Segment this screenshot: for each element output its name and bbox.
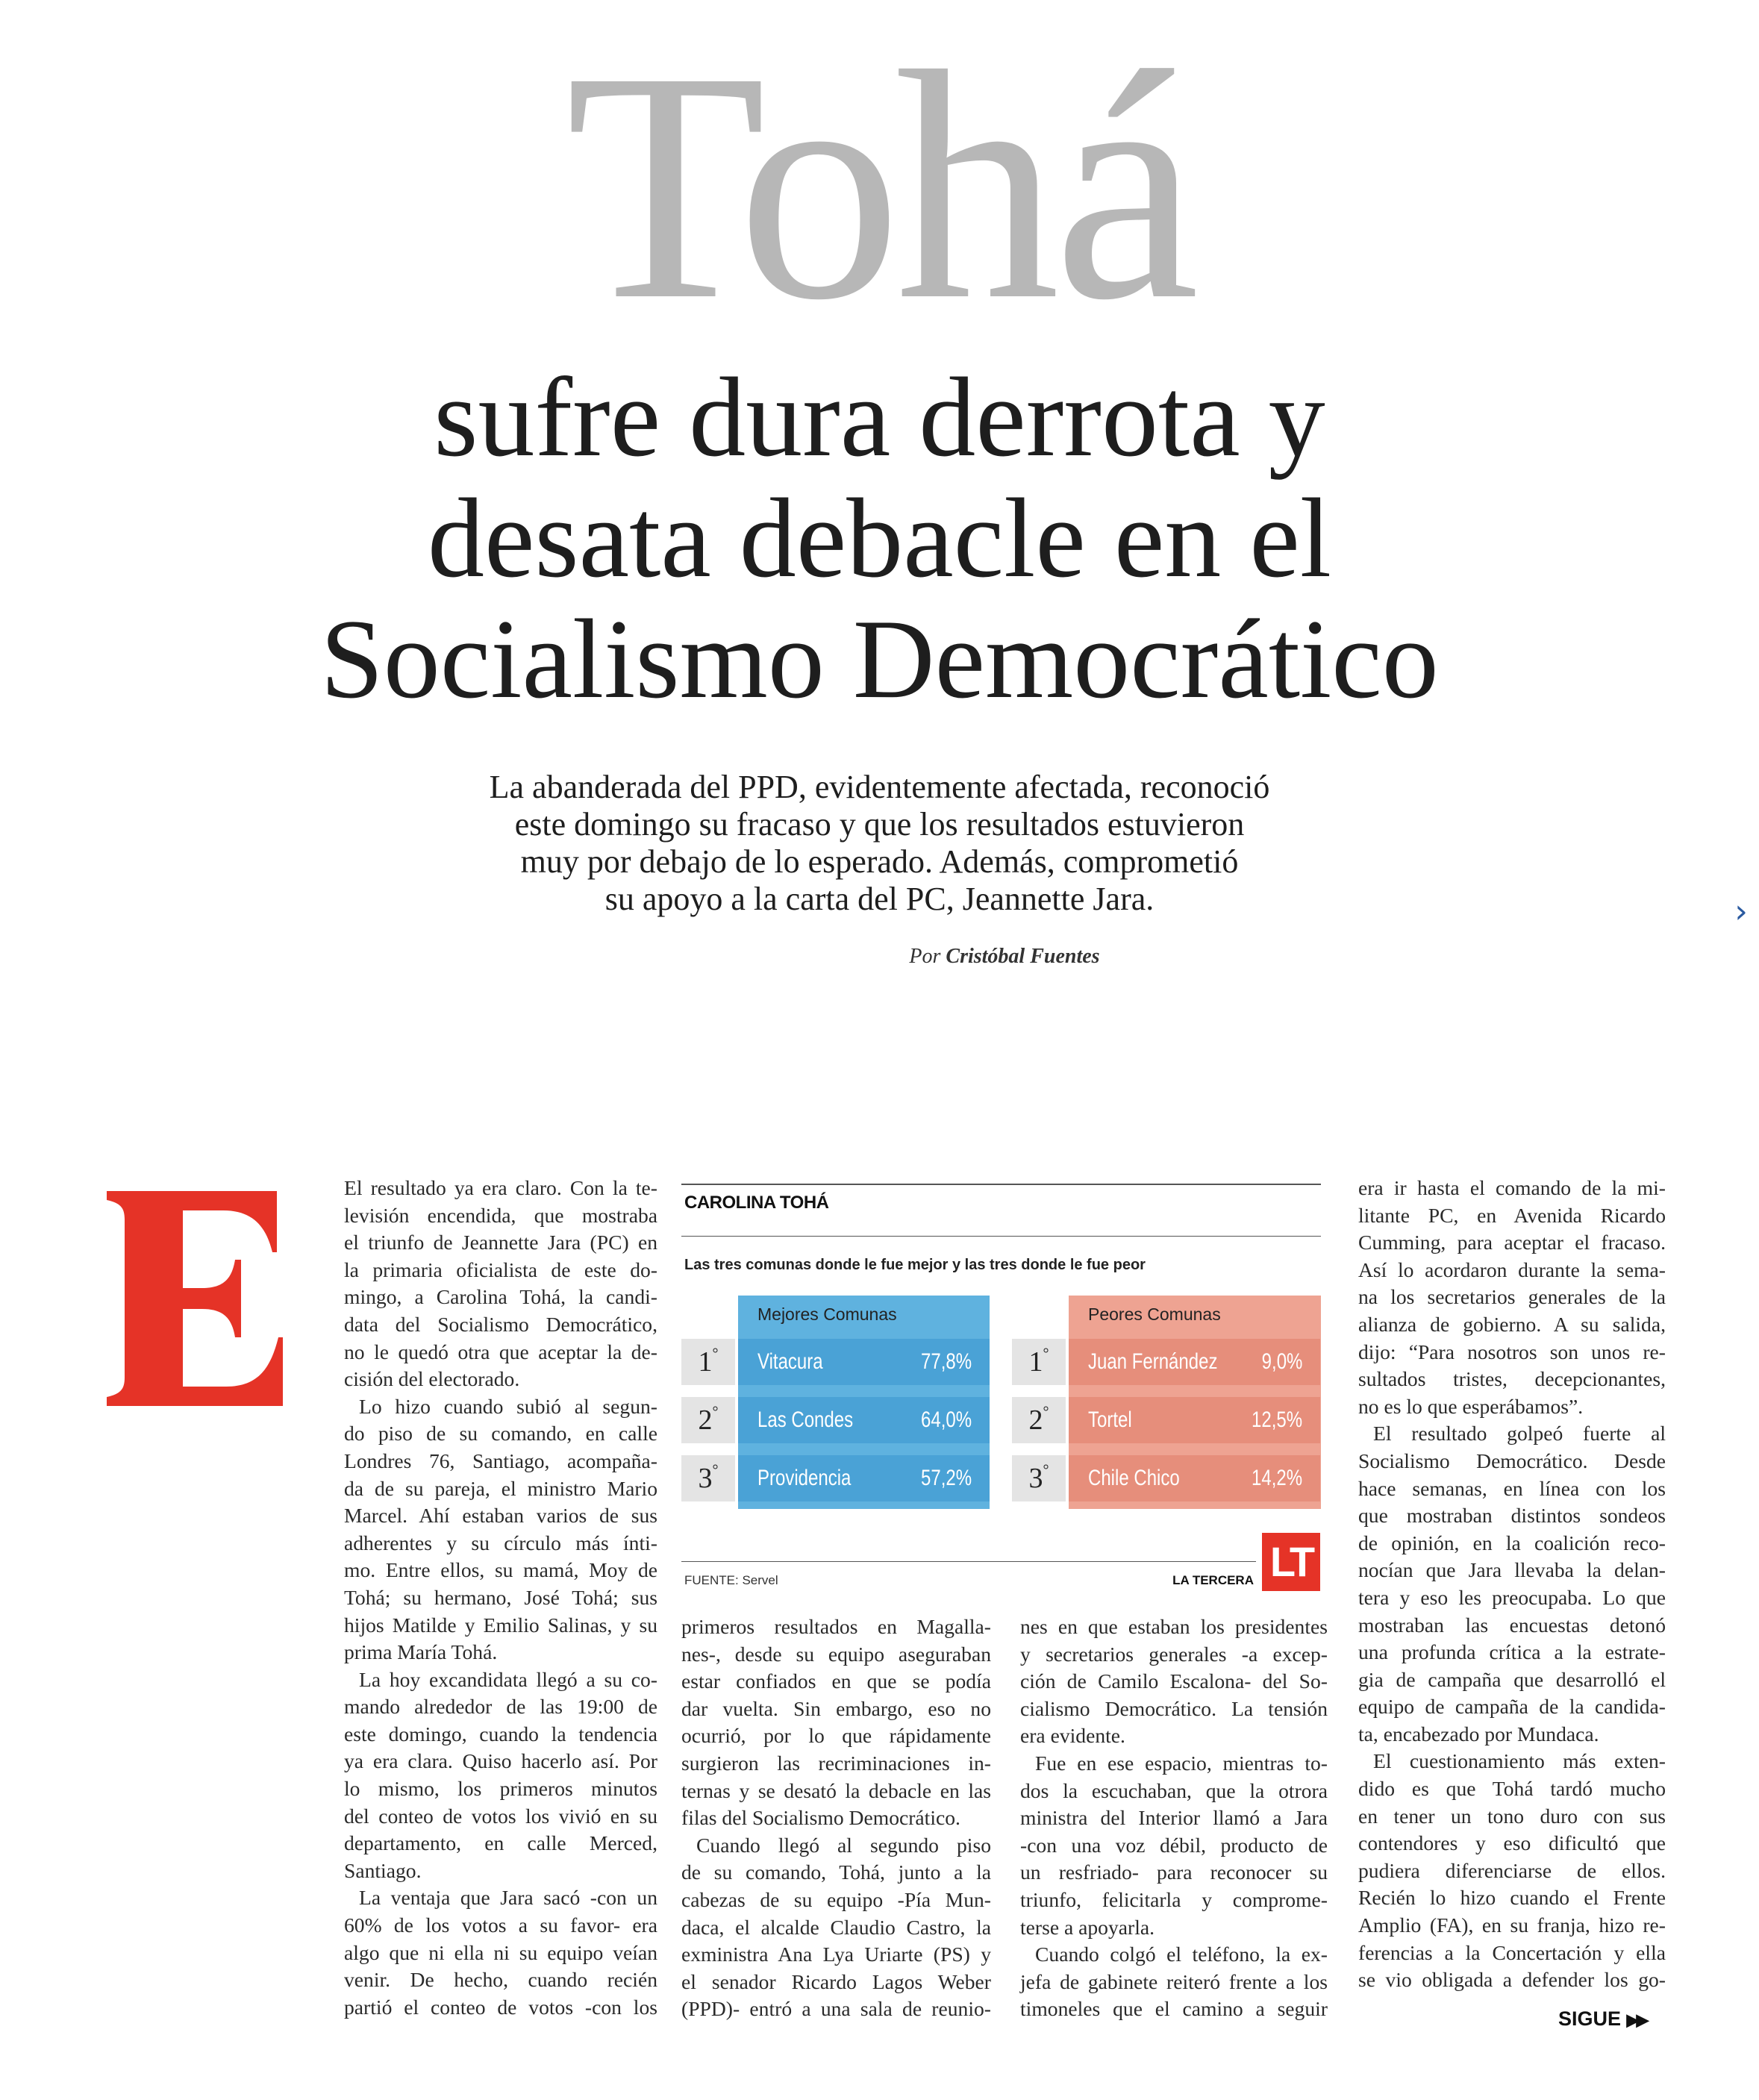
article-line: no es lo que esperábamos”. bbox=[1358, 1394, 1584, 1418]
article-line: departamento, en calle Merced, bbox=[344, 1831, 657, 1855]
byline-prefix: Por bbox=[909, 945, 941, 968]
commune-value: 77,8% bbox=[920, 1349, 972, 1374]
article-line: triunfo, felicitarla y comprome- bbox=[1020, 1887, 1328, 1911]
article-line: ocurrió, por lo que rápidamente bbox=[681, 1724, 991, 1748]
commune-value: 12,5% bbox=[1251, 1407, 1302, 1432]
commune-value: 14,2% bbox=[1251, 1466, 1302, 1490]
article-line: algo que ni ella ni su equipo veían bbox=[344, 1940, 657, 1964]
article-line: filas del Socialismo Democrático. bbox=[681, 1806, 960, 1830]
headline-subtitle bbox=[0, 354, 1759, 722]
commune-name: Vitacura bbox=[757, 1349, 823, 1374]
byline bbox=[0, 945, 1759, 969]
article-line: do piso de su comando, en calle bbox=[344, 1422, 657, 1446]
article-line: Fue en ese espacio, mientras to- bbox=[1035, 1751, 1328, 1775]
article-line: (PPD)- entró a una sala de reunio- bbox=[681, 1997, 991, 2021]
article-line: una profunda crítica a la estrate- bbox=[1358, 1640, 1666, 1664]
best-bar bbox=[738, 1339, 990, 1385]
article-line: tera y eso les preocupaba. Lo que bbox=[1358, 1585, 1666, 1609]
article-line: la primaria oficialista de este do- bbox=[344, 1257, 657, 1281]
article-line: jefa de gabinete reiteró frente a los bbox=[1020, 1969, 1328, 1993]
rank-badge: 1° bbox=[681, 1339, 735, 1385]
deck-line: La abanderada del PPD, evidentemente afectada, reconoció bbox=[489, 769, 1270, 805]
commune-name: Providencia bbox=[757, 1466, 852, 1490]
headline-line: Socialismo Democrático bbox=[320, 596, 1439, 722]
article-line: lo mismo, los primeros minutos bbox=[344, 1777, 657, 1801]
article-line: estar confiados en que se podía bbox=[681, 1669, 991, 1693]
article-line: de opinión, en la coalición reco- bbox=[1358, 1531, 1666, 1554]
article-line: ción de Camilo Escalona- del So- bbox=[1020, 1669, 1328, 1693]
rank-badge: 2° bbox=[1012, 1397, 1066, 1443]
article-line: Así lo acordaron durante la sema- bbox=[1358, 1257, 1666, 1281]
continue-label: SIGUE bbox=[1558, 2007, 1622, 2030]
article-line: Socialismo Democrático. Desde bbox=[1358, 1449, 1666, 1472]
article-line: surgieron las recriminaciones in- bbox=[681, 1751, 991, 1775]
headline-main: Tohá bbox=[565, 4, 1194, 368]
la-tercera-logo: LT bbox=[1262, 1533, 1320, 1591]
article-line: mingo, a Carolina Tohá, la candi- bbox=[344, 1285, 657, 1309]
article-line: mo. Entre ellos, su mamá, Moy de bbox=[344, 1558, 657, 1582]
article-line: data del Socialismo Democrático, bbox=[344, 1312, 657, 1336]
rank-badge: 2° bbox=[681, 1397, 735, 1443]
article-line: Lo hizo cuando subió al segun- bbox=[359, 1394, 657, 1418]
article-line: Santiago. bbox=[344, 1858, 422, 1882]
sidebar-bottom-rule bbox=[681, 1561, 1256, 1562]
article-line: ta, encabezado por Mundaca. bbox=[1358, 1722, 1599, 1746]
article-line: 60% de los votos a su favor- era bbox=[344, 1913, 657, 1937]
article-line: terse a apoyarla. bbox=[1020, 1915, 1155, 1939]
best-row bbox=[681, 1397, 990, 1443]
article-line: pudiera diferenciarse de ellos. bbox=[1358, 1858, 1666, 1882]
rank-badge: 1° bbox=[1012, 1339, 1066, 1385]
worst-row bbox=[1012, 1397, 1321, 1443]
worst-bar bbox=[1069, 1397, 1320, 1443]
article-line: El resultado golpeó fuerte al bbox=[1373, 1422, 1666, 1446]
article-line: adherentes y su círculo más ínti- bbox=[344, 1531, 657, 1554]
article-line: prima María Tohá. bbox=[344, 1640, 498, 1664]
best-bar bbox=[738, 1455, 990, 1501]
commune-value: 57,2% bbox=[920, 1466, 972, 1490]
article-line: primeros resultados en Magalla- bbox=[681, 1615, 991, 1638]
worst-row bbox=[1012, 1455, 1321, 1501]
article-line: ya era clara. Quiso hacerlo así. Por bbox=[344, 1749, 657, 1773]
commune-name: Tortel bbox=[1088, 1407, 1132, 1432]
sidebar-brand: LA TERCERA bbox=[1172, 1573, 1254, 1587]
best-bar bbox=[738, 1397, 990, 1443]
article-line: Amplio (FA), en su franja, hizo re- bbox=[1358, 1913, 1666, 1937]
commune-name: Las Condes bbox=[757, 1407, 854, 1432]
sidebar-top-rule bbox=[681, 1184, 1321, 1185]
article-line: Cumming, para aceptar el fracaso. bbox=[1358, 1231, 1666, 1254]
best-row bbox=[681, 1455, 990, 1501]
article-line: de su comando, Tohá, junto a la bbox=[681, 1860, 991, 1884]
commune-value: 9,0% bbox=[1261, 1349, 1302, 1374]
article-line: cialismo Democrático. La tensión bbox=[1020, 1696, 1328, 1720]
article-column-4 bbox=[1358, 1175, 1666, 1994]
article-line: este domingo, cuando la tendencia bbox=[344, 1722, 657, 1746]
article-line: el triunfo de Jeannette Jara (PC) en bbox=[344, 1231, 657, 1254]
article-line: El cuestionamiento más exten- bbox=[1373, 1749, 1666, 1773]
article-line: hace semanas, en línea con los bbox=[1358, 1476, 1666, 1500]
article-line: en tener un tono duro con sus bbox=[1358, 1804, 1666, 1828]
article-line: del conteo de votos los vivió en su bbox=[344, 1804, 657, 1828]
article-line: venir. De hecho, cuando recién bbox=[344, 1968, 657, 1992]
deck bbox=[0, 769, 1759, 918]
article-column-3 bbox=[1020, 1613, 1328, 2023]
article-line: el senador Ricardo Lagos Weber bbox=[681, 1969, 991, 1993]
article-line: ferencias a la Concertación y ella bbox=[1358, 1940, 1666, 1964]
article-line: La ventaja que Jara sacó -con un bbox=[359, 1886, 657, 1910]
article-line: timoneles que el camino a seguir bbox=[1020, 1997, 1328, 2021]
headline-line: desata debacle en el bbox=[427, 475, 1332, 601]
commune-name: Chile Chico bbox=[1088, 1466, 1180, 1490]
article-line: Cuando llegó al segundo piso bbox=[696, 1833, 991, 1857]
article-line: un resfriado- para reconocer su bbox=[1020, 1860, 1328, 1884]
byline-author: Cristóbal Fuentes bbox=[946, 945, 1100, 968]
rank-badge: 3° bbox=[1012, 1455, 1066, 1501]
article-line: nes-, desde su equipo aseguraban bbox=[681, 1642, 991, 1666]
article-column-2 bbox=[681, 1613, 991, 2023]
article-line: Tohá; su hermano, José Tohá; sus bbox=[344, 1585, 657, 1609]
headline-line: sufre dura derrota y bbox=[434, 354, 1325, 480]
article-line: nocían que Jara llevaba la delan- bbox=[1358, 1558, 1666, 1582]
worst-communes-header: Peores Comunas bbox=[1088, 1304, 1221, 1324]
article-line: litante PC, en Avenida Ricardo bbox=[1358, 1203, 1666, 1227]
article-line: exministra Ana Lya Uriarte (PS) y bbox=[681, 1943, 991, 1966]
deck-line: muy por debajo de lo esperado. Además, comprometió bbox=[520, 843, 1239, 880]
best-row bbox=[681, 1339, 990, 1385]
results-sidebar bbox=[681, 1184, 1321, 1594]
article-line: dijo: “Para nosotros son unos re- bbox=[1358, 1340, 1666, 1363]
article-line: dar vuelta. Sin embargo, eso no bbox=[681, 1696, 991, 1720]
article-line: era ir hasta el comando de la mi- bbox=[1358, 1176, 1666, 1199]
article-line: La hoy excandidata llegó a su co- bbox=[359, 1667, 657, 1691]
drop-cap-e-shape bbox=[107, 1191, 283, 1406]
worst-bar bbox=[1069, 1455, 1320, 1501]
article-line: Recién lo hizo cuando el Frente bbox=[1358, 1886, 1666, 1910]
commune-value: 64,0% bbox=[920, 1407, 972, 1432]
article-line: Cuando colgó el teléfono, la ex- bbox=[1035, 1943, 1328, 1966]
article-line: gia de campaña que desarrolló el bbox=[1358, 1667, 1666, 1691]
article-line: dos la escuchaban, que la otrora bbox=[1020, 1778, 1328, 1802]
article-line: contendores y eso dificultó que bbox=[1358, 1831, 1666, 1855]
continue-link[interactable] bbox=[1558, 2007, 1646, 2031]
deck-line: este domingo su fracaso y que los resultados estuvieron bbox=[514, 806, 1245, 843]
best-communes-header: Mejores Comunas bbox=[757, 1304, 897, 1324]
commune-name: Juan Fernández bbox=[1088, 1349, 1218, 1374]
worst-row bbox=[1012, 1339, 1321, 1385]
drop-cap bbox=[107, 1191, 283, 1406]
deck-line: su apoyo a la carta del PC, Jeannette Jara. bbox=[604, 881, 1155, 917]
sidebar-title: CAROLINA TOHÁ bbox=[684, 1193, 829, 1213]
article-line: dido es que Tohá tardó mucho bbox=[1358, 1777, 1666, 1801]
article-line: Londres 76, Santiago, acompaña- bbox=[344, 1449, 657, 1472]
article-line: levisión encendida, que mostraba bbox=[344, 1203, 657, 1227]
article-line: partió el conteo de votos -con los bbox=[344, 1995, 657, 2019]
article-line: cabezas de su equipo -Pía Mun- bbox=[681, 1887, 991, 1911]
sidebar-divider bbox=[681, 1236, 1321, 1237]
article-line: hijos Matilde y Emilio Salinas, y su bbox=[344, 1613, 657, 1637]
article-line: cisión del electorado. bbox=[344, 1367, 520, 1391]
article-line: daca, el alcalde Claudio Castro, la bbox=[681, 1915, 991, 1939]
article-column-1 bbox=[344, 1175, 657, 2021]
article-line: era evidente. bbox=[1020, 1724, 1125, 1748]
worst-bar bbox=[1069, 1339, 1320, 1385]
article-line: ternas y se desató la debacle en las bbox=[681, 1778, 991, 1802]
article-line: equipo de campaña de la candida- bbox=[1358, 1695, 1666, 1719]
article-line: El resultado ya era claro. Con la te- bbox=[344, 1176, 657, 1199]
article-line: Marcel. Ahí estaban varios de sus bbox=[344, 1504, 657, 1528]
sidebar-source: FUENTE: Servel bbox=[684, 1573, 778, 1587]
article-line: mando alrededor de las 19:00 de bbox=[344, 1695, 657, 1719]
article-line: sultados tristes, decepcionantes, bbox=[1358, 1367, 1666, 1391]
article-line: nes en que estaban los presidentes bbox=[1020, 1615, 1328, 1638]
article-line: que mostraban distintos sondeos bbox=[1358, 1504, 1666, 1528]
article-line: -con una voz débil, producto de bbox=[1020, 1833, 1328, 1857]
article-line: na los secretarios generales de la bbox=[1358, 1285, 1666, 1309]
article-line: da de su pareja, el ministro Mario bbox=[344, 1476, 657, 1500]
article-line: ministra del Interior llamó a Jara bbox=[1020, 1806, 1328, 1830]
article-line: no le quedó otra que aceptar la de- bbox=[344, 1340, 657, 1363]
article-line: y secretarios generales -a excep- bbox=[1020, 1642, 1328, 1666]
article-line: se vio obligada a defender los go- bbox=[1358, 1968, 1666, 1992]
sidebar-subtitle: Las tres comunas donde le fue mejor y las tres donde le fue peor bbox=[684, 1257, 1146, 1273]
article-line: alianza de gobierno. A su salida, bbox=[1358, 1312, 1666, 1336]
article-line: mostraban las encuestas detonó bbox=[1358, 1613, 1666, 1637]
rank-badge: 3° bbox=[681, 1455, 735, 1501]
next-page-chevron-icon[interactable]: › bbox=[1734, 893, 1748, 931]
double-arrow-icon: ▶▶ bbox=[1626, 2010, 1646, 2029]
